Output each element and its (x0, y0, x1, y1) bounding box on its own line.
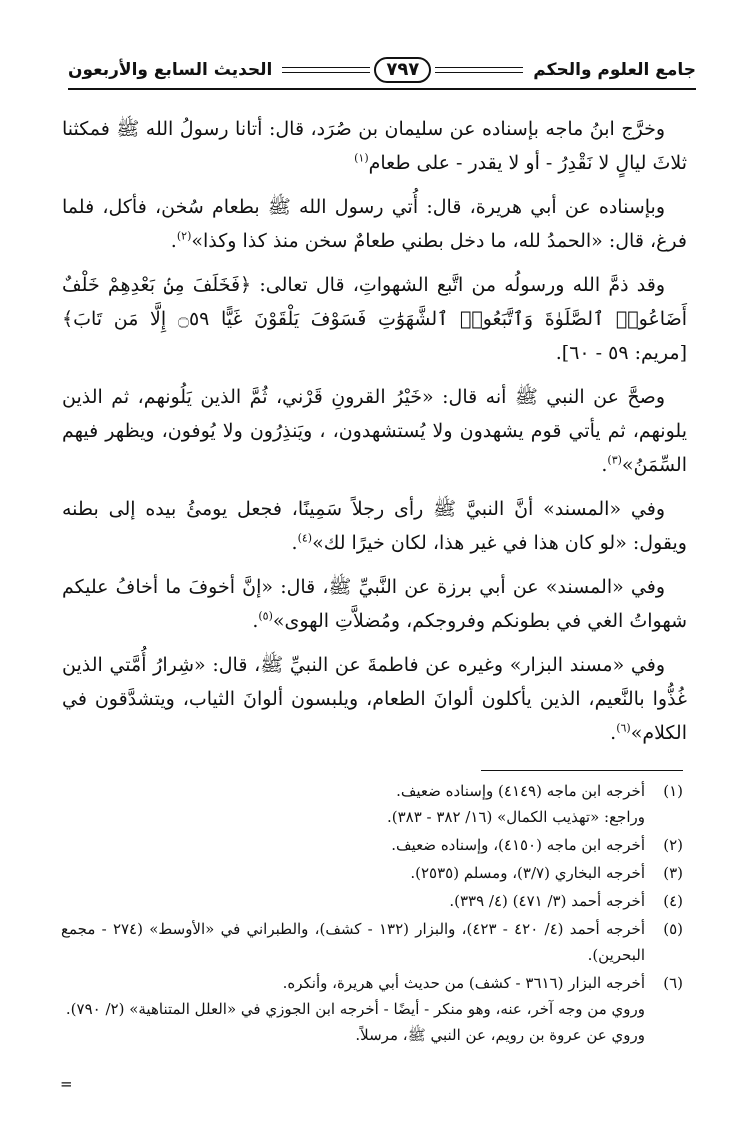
paragraph (62, 648, 687, 750)
continuation-mark: = (60, 1075, 73, 1093)
footnote-line: أخرجه أحمد (٤/ ٤٢٠ - ٤٢٣)، والبزار (١٣٢ - كشف)، والطبراني في «الأوسط» (٢٧٤ - مجمع البحرين). (61, 920, 645, 964)
footnote-line: أخرجه أحمد (٣/ ٤٧١) (٤/ ٣٣٩). (449, 892, 645, 910)
footnote (61, 916, 683, 968)
paragraph-text: وفي «مسند البزار» وغيره عن فاطمةَ عن النبيِّ ﷺ، قال: «شِرارُ أُمَّتي الذين غُذُّوا بالنَّعيم، الذين يأكلون ألوانَ الطعام، ويلبسون ألوانَ الثياب، ويتشدَّقون في الكلام» (62, 654, 687, 744)
paragraph-text: وخرَّج ابنُ ماجه بإسناده عن سليمان بن صُرَد، قال: أتانا رسولُ الله ﷺ فمكثنا ثلاثَ ليالٍ لا نَقْدِرُ - أو لا يقدر - على طعام (62, 118, 687, 174)
footnote-separator (481, 770, 683, 771)
paragraph-tail: . (252, 610, 259, 632)
page-number-ornament (272, 57, 533, 83)
footnote-number: (٥) (663, 920, 683, 938)
footnote-line: وروي عن عروة بن رويم، عن النبي ﷺ، مرسلاً. (355, 1026, 645, 1044)
footnote-body (61, 860, 645, 886)
main-text (62, 112, 687, 760)
footnote (61, 970, 683, 1048)
paragraph (62, 190, 687, 258)
footnote-line: أخرجه البخاري (٣/٧)، ومسلم (٢٥٣٥). (410, 864, 645, 882)
footnote-body (61, 888, 645, 914)
header-double-rule (435, 67, 523, 73)
footnote-line: وروي من وجه آخر، عنه، وهو منكر - أيضًا - أخرجه ابن الجوزي في «العلل المتناهية» (٢/ ٧٩٠). (65, 1000, 645, 1018)
footnote-body (61, 916, 645, 968)
paragraph (62, 492, 687, 560)
footnote (61, 832, 683, 858)
paragraph (62, 380, 687, 482)
footnote-line: أخرجه ابن ماجه (٤١٤٩) وإسناده ضعيف. (396, 782, 645, 800)
footnote-ref: (٢) (176, 229, 192, 243)
footnote-number: (٣) (663, 864, 683, 882)
footnote-body (61, 970, 645, 1048)
paragraph (62, 112, 687, 180)
footnote-ref: (٦) (616, 721, 631, 735)
footnote-ref: (١) (354, 151, 369, 165)
paragraph-tail: . (170, 230, 177, 252)
footnote-ref: (٣) (607, 453, 622, 467)
footnote-body (61, 778, 645, 830)
footnote-body (61, 832, 645, 858)
paragraph-text: وقد ذمَّ الله ورسولُه من اتَّبع الشهواتِ، قال تعالى: ﴿فَخَلَفَ مِنۢ بَعْدِهِمْ خَلْفٌ أَضَاعُوا۟ ٱلصَّلَوٰةَ وَٱتَّبَعُوا۟ ٱلشَّهَوَٰتِ فَسَوْفَ يَلْقَوْنَ غَيًّا ۝٥٩ إِلَّا مَن تَابَ﴾ [مريم: ٥٩ - ٦٠]. (62, 274, 687, 364)
paragraph (62, 570, 687, 638)
footnote-number: (٦) (663, 974, 683, 992)
paragraph-tail: . (610, 722, 617, 744)
footnotes (61, 778, 683, 1050)
footnote-line: أخرجه ابن ماجه (٤١٥٠)، وإسناده ضعيف. (391, 836, 645, 854)
paragraph (62, 268, 687, 370)
chapter-title: الحديث السابع والأربعون (68, 60, 273, 80)
footnote-line: وراجع: «تهذيب الكمال» (١٦/ ٣٨٢ - ٣٨٣). (386, 808, 645, 826)
header-double-rule (282, 67, 370, 73)
page-number: ٧٩٧ (374, 57, 431, 83)
header-rule (68, 88, 696, 90)
footnote-ref: (٥) (258, 609, 273, 623)
book-title: جامع العلوم والحكم (533, 60, 696, 80)
footnote-ref: (٤) (297, 531, 313, 545)
paragraph-text: وصحَّ عن النبي ﷺ أنه قال: «خَيْرُ القرونِ قَرْني، ثُمَّ الذين يَلُونهم، ثم الذين يلونهم، ثم يأتي قوم يشهدون ولا يُستشهدون، ، ويَنذِرُون ولا يُوفون، ويظهر فيهم السِّمَنُ» (62, 386, 687, 476)
paragraph-tail: . (291, 532, 298, 554)
footnote (61, 860, 683, 886)
running-header (68, 52, 696, 88)
paragraph-text: وفي «المسند» أنَّ النبيَّ ﷺ رأى رجلاً سَمِينًا، فجعل يومئُ بيده إلى بطنه ويقول: «لو كان هذا في غير هذا، لكان خيرًا لك» (62, 498, 687, 554)
footnote-number: (١) (663, 782, 683, 800)
footnote (61, 778, 683, 830)
footnote (61, 888, 683, 914)
footnote-number: (٤) (663, 892, 683, 910)
paragraph-text: وبإسناده عن أبي هريرة، قال: أُتي رسول الله ﷺ بطعام سُخن، فأكل، فلما فرغ، قال: «الحمدُ لله، ما دخل بطني طعامٌ سخن منذ كذا وكذا» (62, 196, 687, 252)
paragraph-text: وفي «المسند» عن أبي برزة عن النَّبيِّ ﷺ، قال: «إنَّ أخوفَ ما أخافُ عليكم شهواتُ الغي في بطونكم وفروجكم، ومُضلاَّتِ الهوى» (62, 576, 687, 632)
footnote-line: أخرجه البزار (٣٦١٦ - كشف) من حديث أبي هريرة، وأنكره. (282, 974, 645, 992)
paragraph-tail: . (601, 454, 608, 476)
footnote-number: (٢) (663, 836, 683, 854)
